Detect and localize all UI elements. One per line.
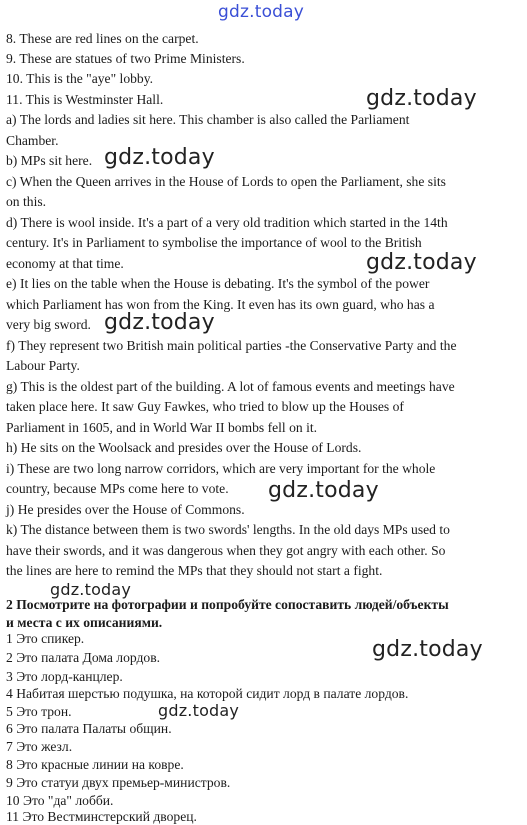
description-line: f) They represent two British main political parties -the Conservative Party and the bbox=[6, 338, 457, 353]
russian-item: 5 Это трон. bbox=[6, 704, 72, 719]
answer-line: 9. These are statues of two Prime Ministers. bbox=[6, 51, 245, 66]
description-line: the lines are here to remind the MPs that they should not start a fight. bbox=[6, 563, 383, 578]
description-line: on this. bbox=[6, 194, 47, 209]
russian-item: 1 Это спикер. bbox=[6, 631, 85, 646]
russian-item: 8 Это красные линии на ковре. bbox=[6, 757, 184, 772]
watermark: gdz.today bbox=[158, 701, 240, 720]
russian-item: 2 Это палата Дома лордов. bbox=[6, 650, 161, 665]
russian-item: 9 Это статуи двух премьер-министров. bbox=[6, 775, 231, 790]
watermark: gdz.today bbox=[268, 478, 379, 503]
description-line: Labour Party. bbox=[6, 358, 80, 373]
description-line: c) When the Queen arrives in the House of Lords to open the Parliament, she sits bbox=[6, 174, 446, 189]
description-line: k) The distance between them is two swords' lengths. In the old days MPs used to bbox=[6, 522, 450, 537]
description-line: j) He presides over the House of Commons. bbox=[6, 502, 245, 517]
description-line: century. It's in Parliament to symbolise the importance of wool to the British bbox=[6, 235, 422, 250]
russian-item: 7 Это жезл. bbox=[6, 739, 73, 754]
description-line: Chamber. bbox=[6, 133, 59, 148]
answer-line: 10. This is the "aye" lobby. bbox=[6, 71, 154, 86]
description-line: b) MPs sit here. bbox=[6, 153, 93, 168]
description-line: a) The lords and ladies sit here. This chamber is also called the Parliament bbox=[6, 112, 410, 127]
description-line: very big sword. bbox=[6, 317, 91, 332]
watermark: gdz.today bbox=[104, 145, 215, 170]
answer-line: 11. This is Westminster Hall. bbox=[6, 92, 164, 107]
task-heading: 2 Посмотрите на фотографии и попробуйте сопоставить людей/объекты bbox=[6, 597, 449, 612]
description-line: d) There is wool inside. It's a part of a very old tradition which started in the 14th bbox=[6, 215, 448, 230]
description-line: country, because MPs come here to vote. bbox=[6, 481, 229, 496]
description-line: e) It lies on the table when the House is debating. It's the symbol of the power bbox=[6, 276, 430, 291]
russian-item: 10 Это "да" лобби. bbox=[6, 793, 114, 808]
watermark-top: gdz.today bbox=[218, 2, 305, 22]
russian-item: 3 Это лорд-канцлер. bbox=[6, 669, 123, 684]
watermark: gdz.today bbox=[50, 580, 132, 599]
answer-line: 8. These are red lines on the carpet. bbox=[6, 31, 199, 46]
description-line: which Parliament has won from the King. It even has its own guard, who has a bbox=[6, 297, 435, 312]
description-line: Parliament in 1605, and in World War II bombs fell on it. bbox=[6, 420, 318, 435]
description-line: taken place here. It saw Guy Fawkes, who tried to blow up the Houses of bbox=[6, 399, 404, 414]
description-line: economy at that time. bbox=[6, 256, 124, 271]
russian-item: 11 Это Вестминстерский дворец. bbox=[6, 809, 197, 824]
description-line: i) These are two long narrow corridors, which are very important for the whole bbox=[6, 461, 436, 476]
description-line: g) This is the oldest part of the building. A lot of famous events and meetings have bbox=[6, 379, 455, 394]
description-line: h) He sits on the Woolsack and presides over the House of Lords. bbox=[6, 440, 362, 455]
watermark: gdz.today bbox=[366, 86, 477, 111]
watermark: gdz.today bbox=[372, 637, 483, 662]
watermark: gdz.today bbox=[366, 250, 477, 275]
description-line: have their swords, and it was dangerous when they got angry with each other. So bbox=[6, 543, 446, 558]
task-heading: и места с их описаниями. bbox=[6, 615, 163, 630]
russian-item: 4 Набитая шерстью подушка, на которой сидит лорд в палате лордов. bbox=[6, 686, 409, 701]
watermark: gdz.today bbox=[104, 310, 215, 335]
russian-item: 6 Это палата Палаты общин. bbox=[6, 721, 172, 736]
